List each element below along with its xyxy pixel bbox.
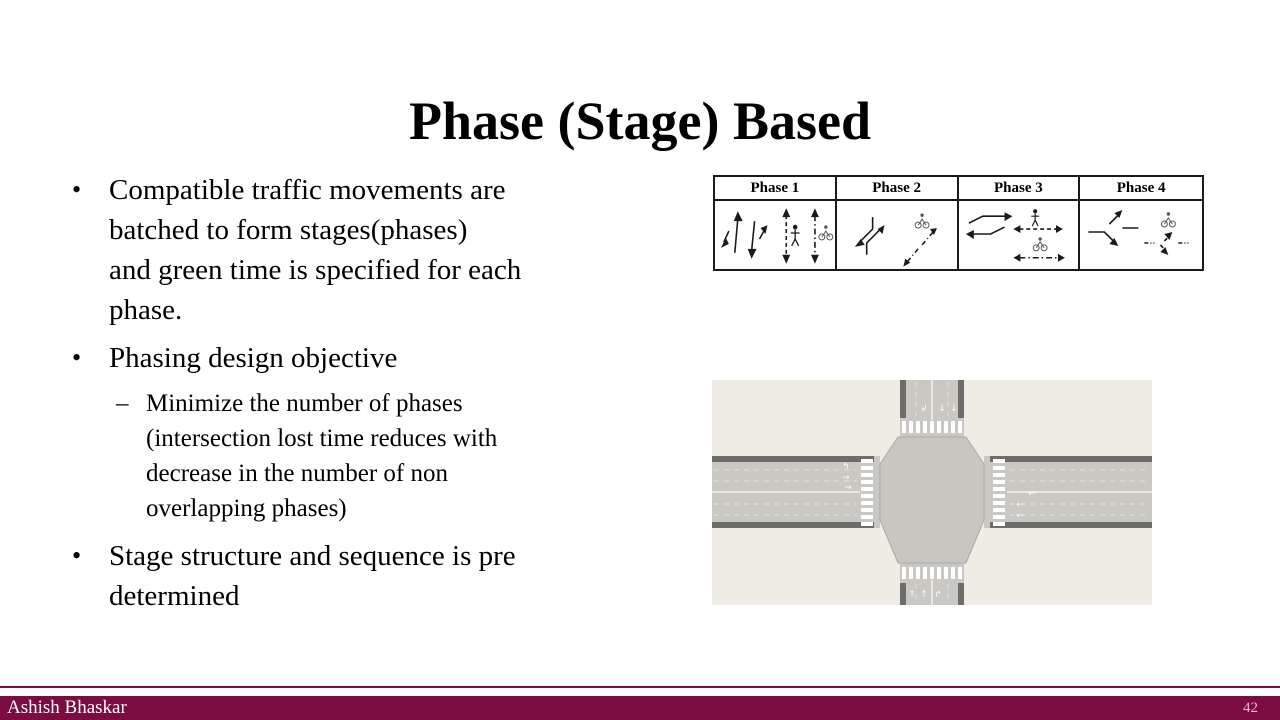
phase-table bbox=[713, 175, 1204, 271]
bullet-marker: • bbox=[72, 541, 82, 570]
bullet-line: and green time is specified for each bbox=[109, 254, 522, 286]
phase-table-header: Phase 3 bbox=[959, 177, 1081, 201]
bullet-line: decrease in the number of non bbox=[146, 460, 448, 487]
crosswalk-north bbox=[902, 421, 962, 433]
bullet-marker: • bbox=[72, 175, 82, 204]
footer-bar bbox=[0, 696, 1280, 720]
svg-text:↑: ↑ bbox=[908, 590, 916, 600]
bullet-line: batched to form stages(phases) bbox=[109, 214, 468, 246]
bullet-line: Minimize the number of phases bbox=[146, 390, 463, 417]
phase-1-cell bbox=[715, 201, 837, 269]
svg-text:↑: ↑ bbox=[920, 590, 928, 600]
phase-table-header: Phase 1 bbox=[715, 177, 837, 201]
bicycle-icon bbox=[1033, 237, 1047, 251]
bicycle-icon bbox=[915, 214, 929, 229]
intersection-octagon bbox=[880, 437, 984, 563]
phase-2-cell bbox=[837, 201, 959, 269]
svg-text:←: ← bbox=[1028, 489, 1036, 499]
bullet-item bbox=[72, 536, 662, 616]
svg-text:↲: ↲ bbox=[920, 404, 928, 414]
bullet-line: Compatible traffic movements are bbox=[109, 174, 506, 206]
footer-author: Ashish Bhaskar bbox=[7, 697, 127, 718]
page-title: Phase (Stage) Based bbox=[409, 91, 871, 152]
footer-divider-line bbox=[0, 686, 1280, 688]
bullet-line: Phasing design objective bbox=[109, 342, 398, 374]
svg-text:↓: ↓ bbox=[950, 404, 958, 414]
bullet-line: Stage structure and sequence is pre bbox=[109, 540, 516, 572]
bullet-text bbox=[109, 536, 516, 616]
pedestrian-icon bbox=[791, 225, 800, 246]
phase-4-cell bbox=[1080, 201, 1202, 269]
phase-table-header: Phase 2 bbox=[837, 177, 959, 201]
bullet-text bbox=[146, 386, 497, 526]
svg-text:↱: ↱ bbox=[934, 590, 942, 600]
phase-2-movements-diagram bbox=[837, 201, 957, 269]
svg-text:↰: ↰ bbox=[842, 462, 850, 472]
slide-number: 42 bbox=[1243, 700, 1258, 716]
svg-text:↓: ↓ bbox=[938, 404, 946, 414]
intersection-diagram bbox=[712, 380, 1152, 605]
bullet-text bbox=[109, 338, 397, 378]
svg-text:→: → bbox=[842, 473, 850, 483]
phase-1-movements-diagram bbox=[715, 201, 835, 269]
pedestrian-icon bbox=[1031, 209, 1039, 226]
svg-text:←: ← bbox=[1016, 500, 1024, 510]
bullet-item bbox=[72, 170, 662, 330]
crosswalk-south bbox=[902, 567, 962, 579]
bullet-item bbox=[72, 338, 662, 378]
bicycle-icon bbox=[1162, 212, 1176, 227]
bullet-line: phase. bbox=[109, 294, 183, 326]
sub-bullet-item bbox=[116, 386, 662, 526]
bullet-list bbox=[72, 170, 662, 624]
bullet-line: overlapping phases) bbox=[146, 495, 347, 522]
bullet-text bbox=[109, 170, 521, 330]
phase-4-movements-diagram bbox=[1080, 201, 1202, 269]
bicycle-icon bbox=[819, 225, 833, 240]
phase-3-movements-diagram bbox=[959, 201, 1079, 269]
phase-3-cell bbox=[959, 201, 1081, 269]
svg-text:→: → bbox=[844, 483, 852, 493]
bullet-marker: • bbox=[72, 343, 82, 372]
svg-text:←: ← bbox=[1016, 511, 1024, 521]
phase-table-header: Phase 4 bbox=[1080, 177, 1202, 201]
bullet-line: determined bbox=[109, 580, 240, 612]
bullet-line: (intersection lost time reduces with bbox=[146, 425, 498, 452]
bullet-marker: – bbox=[116, 390, 129, 417]
